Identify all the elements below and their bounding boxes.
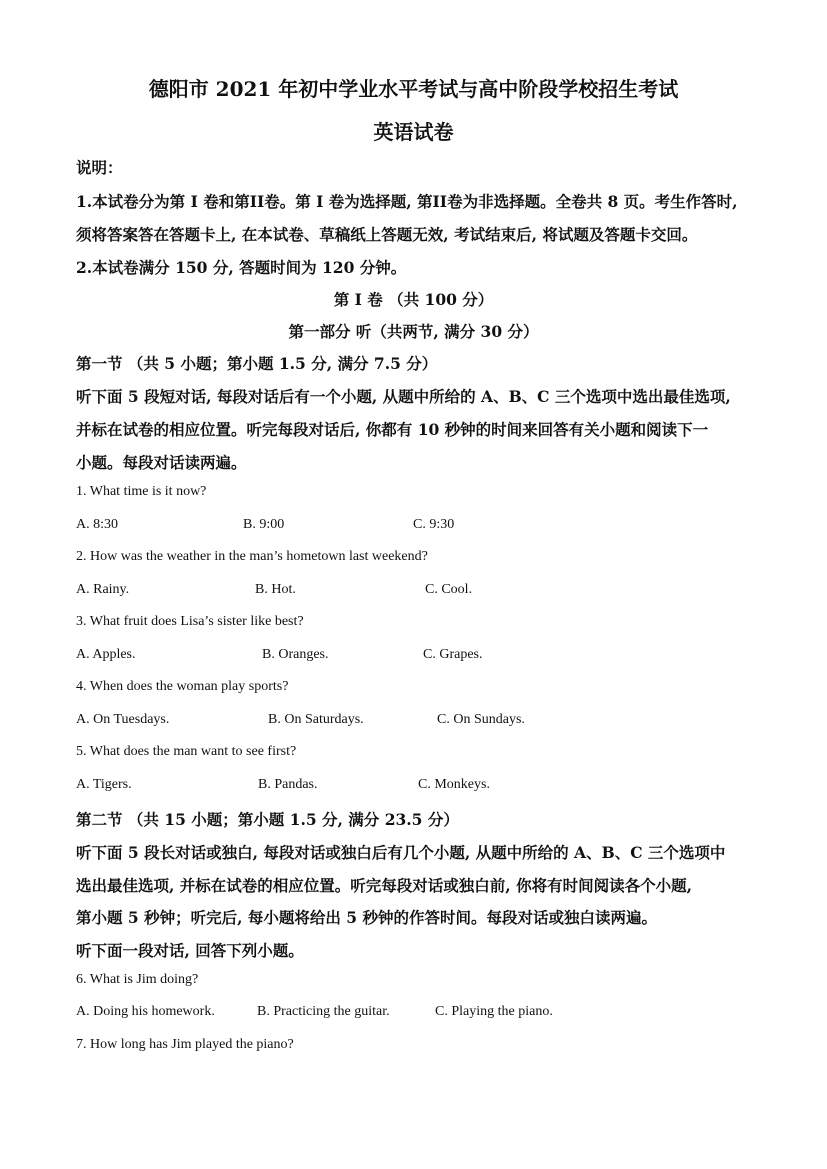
option-a: A. Doing his homework. (76, 1004, 215, 1019)
instructions-heading: 说明： (76, 158, 123, 177)
option-c: C. On Sundays. (437, 712, 525, 727)
option-c: C. Cool. (425, 582, 473, 597)
option-b: B. Hot. (255, 582, 296, 597)
option-c: C. Grapes. (423, 647, 483, 662)
question-stem: 5. What does the man want to see first? (76, 744, 297, 759)
dialogue-prompt: 听下面一段对话, 回答下列小题。 (76, 941, 304, 960)
option-b: B. Practicing the guitar. (257, 1004, 390, 1019)
option-b: B. Pandas. (258, 777, 318, 792)
section-heading: 第二节 （共 15 小题；第小题 1.5 分, 满分 23.5 分） (76, 810, 459, 829)
option-b: B. 9:00 (243, 517, 285, 532)
question-stem: 4. When does the woman play sports? (76, 679, 289, 694)
option-b: B. Oranges. (262, 647, 329, 662)
option-a: A. Apples. (76, 647, 136, 662)
option-b: B. On Saturdays. (268, 712, 364, 727)
question-stem: 3. What fruit does Lisa’s sister like best? (76, 614, 304, 629)
option-c: C. Monkeys. (418, 777, 490, 792)
part-title: 第一部分 听（共两节, 满分 30 分） (288, 322, 539, 341)
option-c: C. 9:30 (413, 517, 455, 532)
instruction-line: 2.本试卷满分 150 分, 答题时间为 120 分钟。 (76, 258, 407, 277)
section-directions: 第小题 5 秒钟；听完后, 每小题将给出 5 秒钟的作答时间。每段对话或独白读两遍。 (76, 908, 657, 927)
exam-title: 德阳市 2021 年初中学业水平考试与高中阶段学校招生考试 (148, 77, 679, 101)
section-directions: 听下面 5 段长对话或独白, 每段对话或独白后有几个小题, 从题中所给的 A、B、C 三个选项中 (76, 843, 726, 862)
section-heading: 第一节 （共 5 小题；第小题 1.5 分, 满分 7.5 分） (76, 354, 438, 373)
option-a: A. Tigers. (76, 777, 132, 792)
option-a: A. Rainy. (76, 582, 130, 597)
question-stem: 6. What is Jim doing? (76, 972, 199, 987)
option-a: A. 8:30 (76, 517, 118, 532)
volume-title: 第 I 卷 （共 100 分） (333, 290, 494, 309)
section-directions: 并标在试卷的相应位置。听完每段对话后, 你都有 10 秒钟的时间来回答有关小题和阅读下一 (76, 420, 709, 439)
question-stem: 2. How was the weather in the man’s hometown last weekend? (76, 549, 428, 564)
question-stem: 7. How long has Jim played the piano? (76, 1037, 294, 1052)
section-directions: 小题。每段对话读两遍。 (76, 453, 247, 472)
exam-subtitle: 英语试卷 (373, 120, 454, 144)
instruction-line: 1.本试卷分为第 I 卷和第II卷。第 I 卷为选择题, 第II卷为非选择题。全卷共 8 页。考生作答时, (76, 192, 738, 211)
section-directions: 听下面 5 段短对话, 每段对话后有一个小题, 从题中所给的 A、B、C 三个选项中选出最佳选项, (76, 387, 731, 406)
section-directions: 选出最佳选项, 并标在试卷的相应位置。听完每段对话或独白前, 你将有时间阅读各个小题, (76, 876, 692, 895)
question-stem: 1. What time is it now? (76, 484, 207, 499)
option-a: A. On Tuesdays. (76, 712, 170, 727)
option-c: C. Playing the piano. (435, 1004, 553, 1019)
instruction-line: 须将答案答在答题卡上, 在本试卷、草稿纸上答题无效, 考试结束后, 将试题及答题卡交回。 (76, 225, 698, 244)
